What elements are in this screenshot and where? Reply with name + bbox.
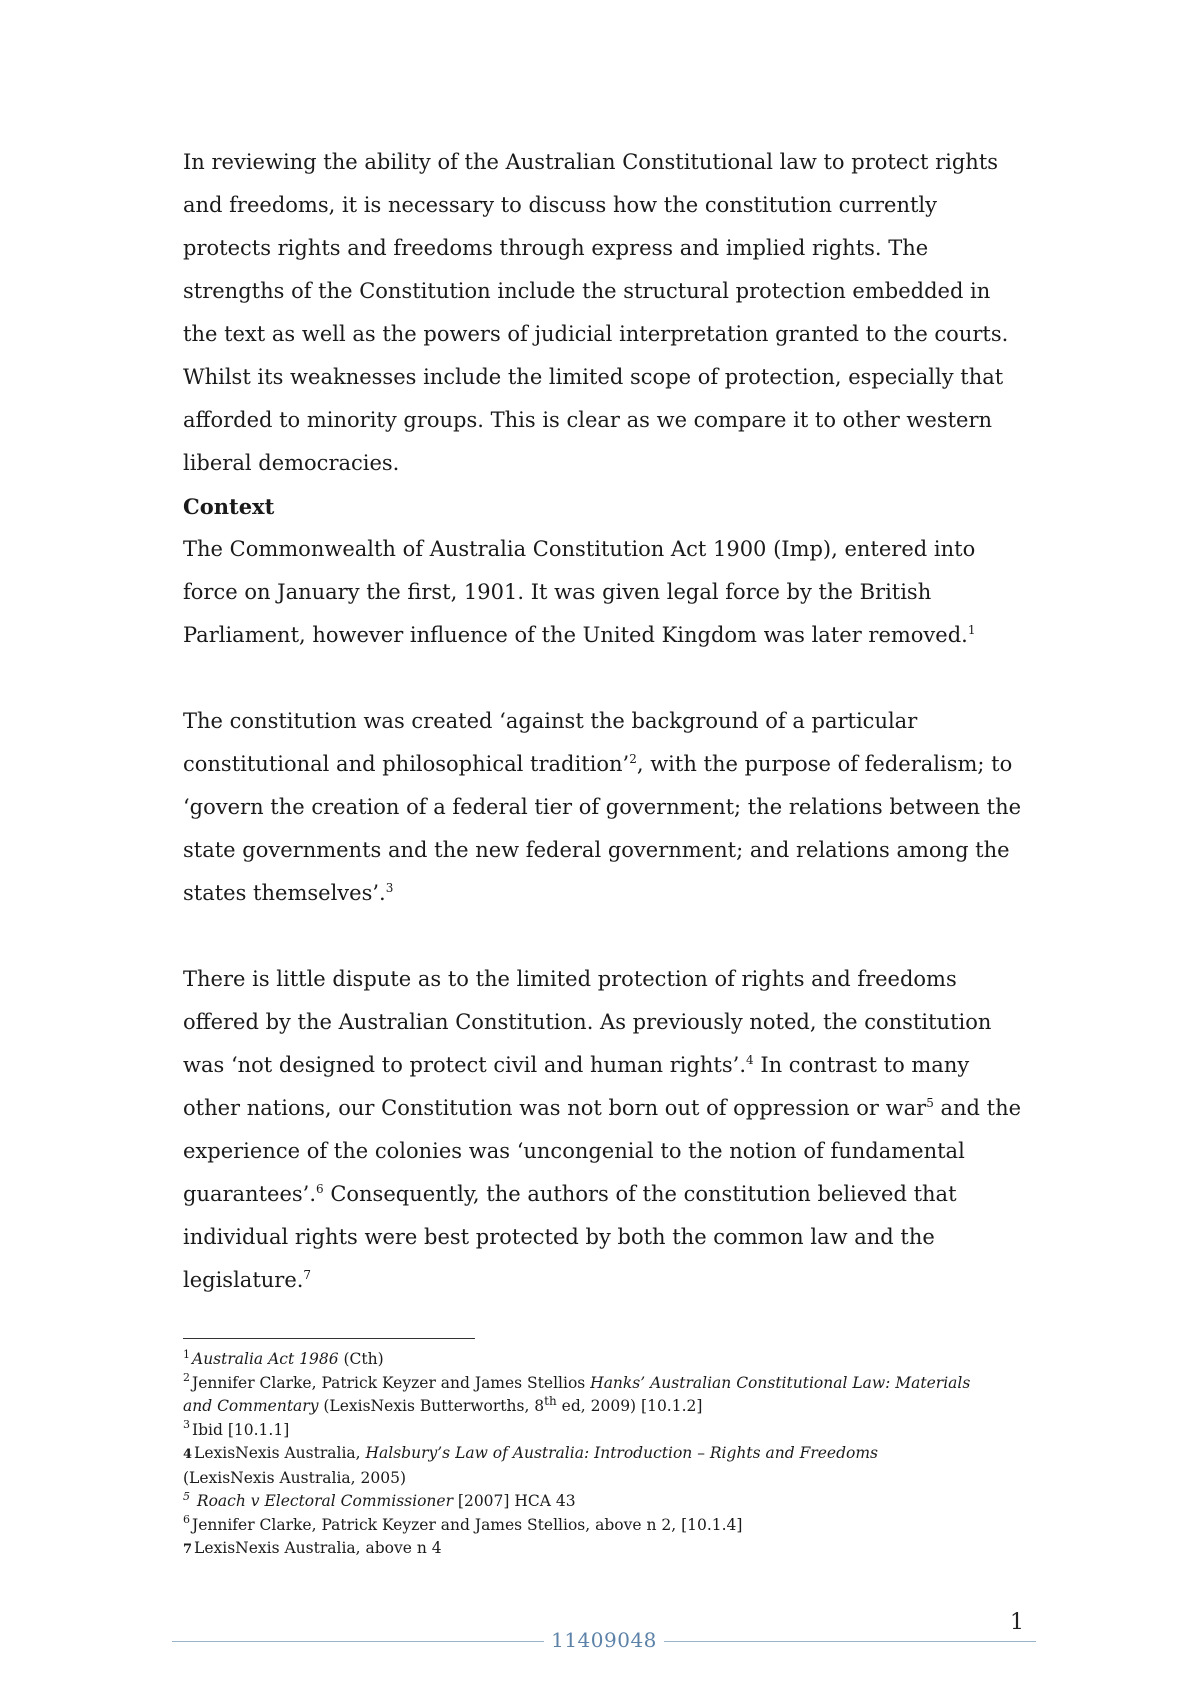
footnote-ref: 1 <box>967 623 976 637</box>
footnote-number: 1 <box>183 1347 190 1361</box>
footnote-text: LexisNexis Australia, <box>194 1444 366 1462</box>
footnote-text: (Cth) <box>338 1350 384 1368</box>
footnote-number: 2 <box>183 1371 190 1385</box>
footnote-text: LexisNexis Australia, above n 4 <box>194 1539 442 1557</box>
footnote-number: 6 <box>183 1513 190 1527</box>
footnote-7 <box>183 1537 983 1562</box>
footnote-text: Jennifer Clarke, Patrick Keyzer and James Stellios <box>192 1373 591 1392</box>
footnote-text: (LexisNexis Butterworths, 8 <box>318 1397 545 1415</box>
section-heading-context: Context <box>183 494 275 519</box>
footnote-title: Halsbury’s Law of Australia: Introduction – Rights and Freedoms <box>365 1444 878 1462</box>
footnote-divider <box>183 1338 475 1339</box>
footnote-ref: 5 <box>926 1096 934 1110</box>
footnote-4 <box>183 1442 983 1490</box>
footnote-ref: 4 <box>746 1053 754 1067</box>
footnote-2 <box>183 1372 983 1419</box>
paragraph-text: The Commonwealth of Australia Constitution Act 1900 (Imp), entered into force on January the first, 1901. It was given legal force by the British Parliament, however influence of the United Kingdom was later removed. <box>183 537 976 647</box>
footnote-ref: 2 <box>629 752 637 766</box>
footnote-ref: 7 <box>303 1268 312 1282</box>
footnote-1 <box>183 1348 983 1372</box>
paragraph-constitution-act <box>183 528 1023 657</box>
footnote-ref: 3 <box>385 881 394 895</box>
footnote-ref: 6 <box>316 1182 324 1196</box>
intro-paragraph <box>183 141 1023 485</box>
paragraph-limited-protection <box>183 958 1023 1302</box>
footnote-6 <box>183 1514 983 1538</box>
paragraph-constitution-created <box>183 700 1023 915</box>
footnote-text: Jennifer Clarke, Patrick Keyzer and James Stellios, above n 2, [10.1.4] <box>192 1515 743 1534</box>
footnote-text: Ibid [10.1.1] <box>192 1420 290 1439</box>
paragraph-text: The constitution was created ‘against the background of a particular constitutional and philosophical tradition’ <box>183 709 918 776</box>
footer-rule-left <box>172 1641 544 1642</box>
footnote-title: Australia Act 1986 <box>192 1350 339 1368</box>
page-number: 1 <box>1010 1610 1024 1635</box>
footnote-title: Roach v Electoral Commissioner <box>192 1492 453 1510</box>
footer-student-id: 11409048 <box>551 1628 657 1652</box>
footnote-text: [2007] HCA 43 <box>452 1492 576 1510</box>
footnote-superscript: th <box>544 1393 557 1408</box>
footnote-3 <box>183 1419 983 1443</box>
paragraph-text: Consequently, the authors of the constitution believed that individual rights were best protected by both the common law and the legislature. <box>183 1182 957 1292</box>
footnotes <box>183 1348 983 1562</box>
paragraph-text: There is little dispute as to the limited protection of rights and freedoms offered by the Australian Constitution. As previously noted, the constitution was ‘not designed to protect civil and human rights’. <box>183 967 992 1077</box>
footnote-text: (LexisNexis Australia, 2005) <box>183 1468 406 1487</box>
paragraph-text: , with the purpose of federalism; to ‘govern the creation of a federal tier of government; the relations between the state governments and the new federal government; and relations among the states themselves’. <box>183 752 1022 905</box>
footnote-number: 4 <box>183 1447 193 1462</box>
footnote-5 <box>183 1490 983 1514</box>
footnote-number: 3 <box>183 1418 190 1432</box>
footnote-number: 5 <box>183 1489 190 1503</box>
footnote-title: Hanks’ Australian Constitutional Law: Materials and Commentary <box>183 1373 971 1415</box>
paragraph-text: and the experience of the colonies was ‘uncongenial to the notion of fundamental guarantees’. <box>183 1096 1022 1206</box>
footnote-text: ed, 2009) [10.1.2] <box>556 1397 703 1415</box>
intro-paragraph-text: In reviewing the ability of the Australian Constitutional law to protect rights and freedoms, it is necessary to discuss how the constitution currently protects rights and freedoms through express and implied rights. The strengths of the Constitution include the structural protection embedded in the text as well as the powers of judicial interpretation granted to the courts. Whilst its weaknesses include the limited scope of protection, especially that afforded to minority groups. This is clear as we compare it to other western liberal democracies. <box>183 150 1009 475</box>
footnote-number: 7 <box>183 1542 193 1557</box>
paragraph-text: In contrast to many other nations, our Constitution was not born out of oppression or war <box>183 1053 970 1120</box>
footer-rule-right <box>664 1641 1036 1642</box>
